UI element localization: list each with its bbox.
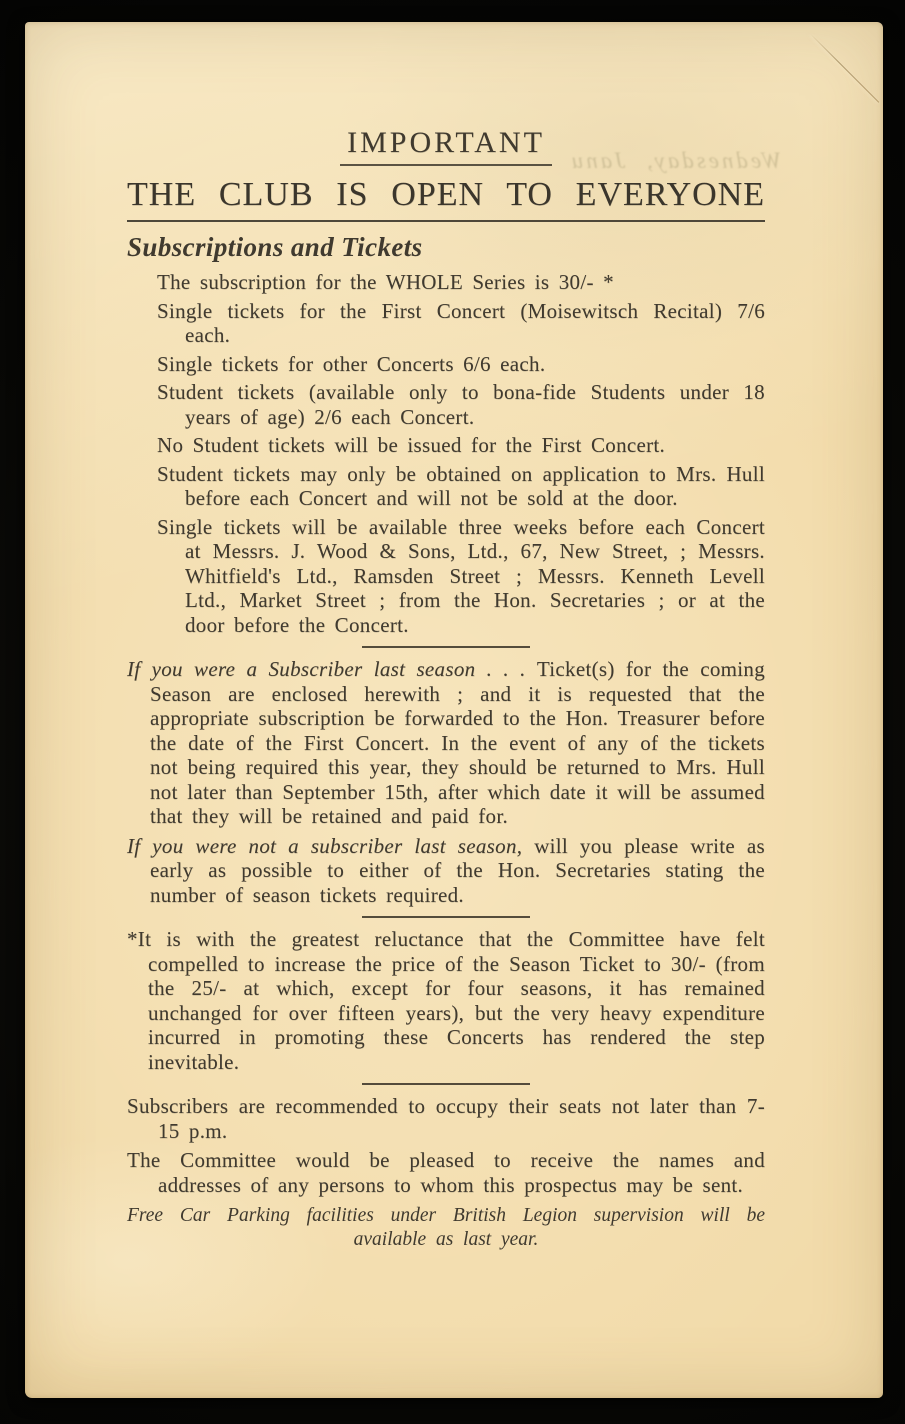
ticket-info-list bbox=[157, 270, 765, 637]
ticket-info-item: Single tickets will be available three weeks before each Concert at Messrs. J. Wood & Sons, Ltd., 67, New Street, ; Messrs. Whitfield's Ltd., Ramsden Street ; Messrs. Kenneth Levell Ltd., Market Street ; from the Hon. Secretaries ; or at the door before the Concert. bbox=[157, 514, 765, 637]
important-heading-text: IMPORTANT bbox=[340, 126, 552, 166]
section-divider bbox=[362, 916, 530, 918]
paragraph-body: Ticket(s) for the coming Season are enclosed herewith ; and it is requested that the appropriate subscription be forwarded to the Hon. Treasurer before the date of the First Concert. In the event of any of the tickets not being required this year, they should be returned to Mrs. Hull not later than September 15th, after which date it will be assumed that they will be retained and paid for. bbox=[150, 657, 765, 829]
subscriber-paragraphs bbox=[127, 657, 765, 907]
parking-note: Free Car Parking facilities under British Legion supervision will be available as last year. bbox=[127, 1205, 765, 1250]
ticket-info-item: No Student tickets will be issued for the First Concert. bbox=[157, 433, 666, 458]
section-title-subscriptions: Subscriptions and Tickets bbox=[127, 232, 423, 263]
subscriber-paragraph bbox=[127, 657, 765, 829]
section-divider bbox=[362, 1083, 530, 1085]
showthrough-text: Wednesday, Janu bbox=[568, 148, 782, 173]
price-increase-footnote: *It is with the greatest reluctance that the Committee have felt compelled to increase the price of the Season Ticket to 30/- (from the 25/- at which, except for four seasons, it has remained unchanged for over fifteen years), but the very heavy expenditure incurred in promoting these Concerts has rendered the step inevitable. bbox=[127, 927, 765, 1074]
club-open-headline: THE CLUB IS OPEN TO EVERYONE bbox=[127, 176, 765, 213]
paragraph-lead: If you were a Subscriber last season . . . bbox=[127, 657, 537, 682]
closing-note: The Committee would be pleased to receive the names and addresses of any persons to whom this prospectus may be sent. bbox=[127, 1148, 765, 1197]
ticket-info-item: Student tickets (available only to bona-fide Students under 18 years of age) 2/6 each Concert. bbox=[157, 380, 765, 429]
paragraph-body: will you please write as early as possible to either of the Hon. Secretaries stating the number of season tickets required. bbox=[150, 833, 765, 907]
section-divider bbox=[362, 646, 530, 648]
closing-notes bbox=[127, 1094, 765, 1197]
ticket-info-item: Single tickets for other Concerts 6/6 each. bbox=[157, 351, 546, 376]
paragraph-lead: If you were not a subscriber last season, bbox=[127, 833, 535, 858]
headline-rule bbox=[127, 220, 765, 222]
ticket-info-item: Student tickets may only be obtained on application to Mrs. Hull before each Concert and will not be sold at the door. bbox=[157, 461, 765, 511]
subscriber-paragraph bbox=[127, 834, 765, 908]
corner-crease bbox=[811, 34, 880, 103]
ticket-info-item: The subscription for the WHOLE Series is 30/- * bbox=[157, 270, 614, 295]
closing-note: Subscribers are recommended to occupy their seats not later than 7-15 p.m. bbox=[127, 1094, 765, 1143]
page-content bbox=[127, 126, 765, 1251]
ticket-info-item: Single tickets for the First Concert (Moisewitsch Recital) 7/6 each. bbox=[157, 298, 765, 348]
important-heading bbox=[127, 126, 765, 166]
prospectus-page bbox=[25, 22, 883, 1398]
